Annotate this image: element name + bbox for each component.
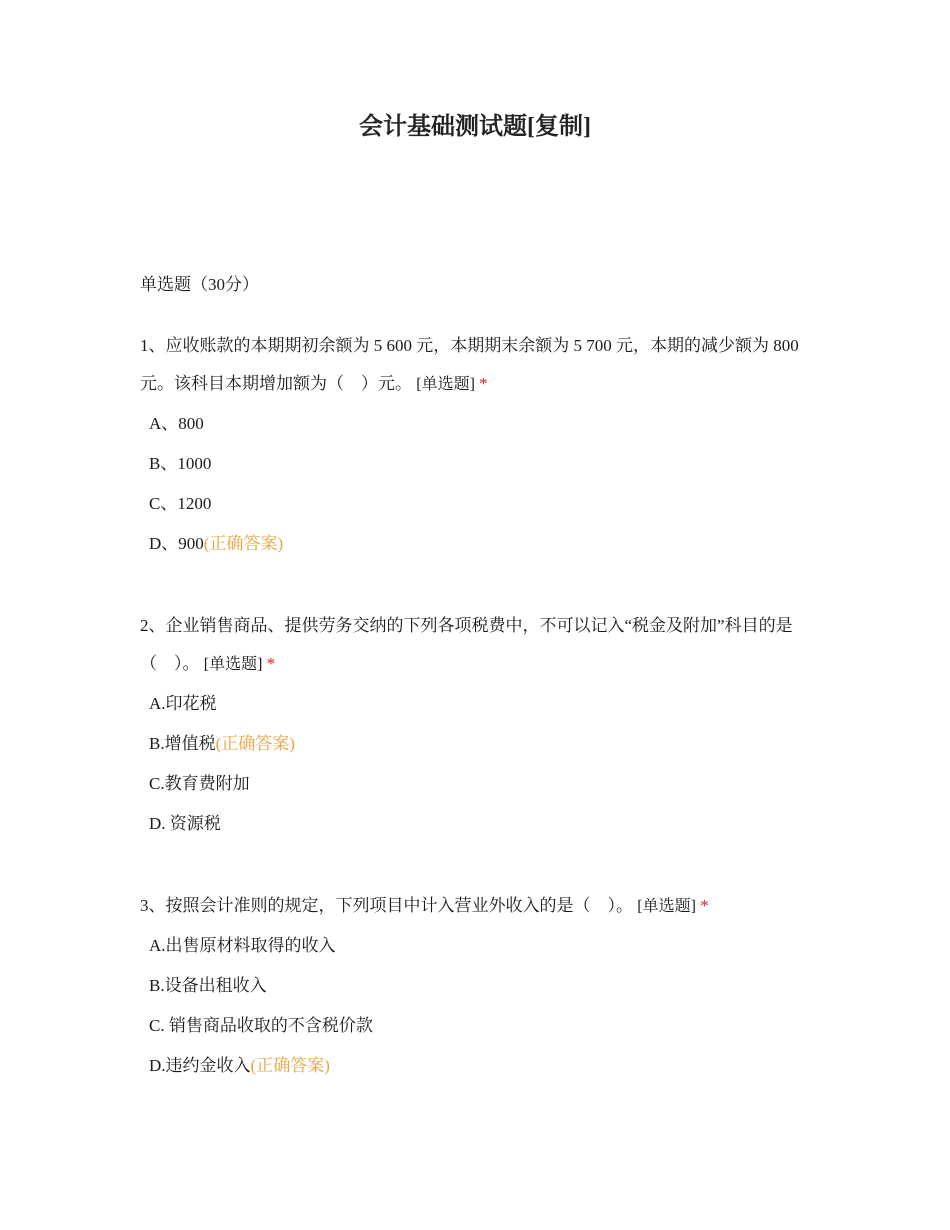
question-2-stem: 2、企业销售商品、提供劳务交纳的下列各项税费中，不可以记入“税金及附加”科目的是（ ）。 xyxy=(140,616,793,673)
correct-answer-marker: (正确答案) xyxy=(250,1056,330,1075)
option-label: A.出售原材料取得的收入 xyxy=(149,936,336,955)
option-label: A、800 xyxy=(149,414,204,433)
question-2-text xyxy=(140,607,820,684)
option-label: C. 销售商品收取的不含税价款 xyxy=(149,1016,373,1035)
question-3-option-d[interactable] xyxy=(140,1054,820,1094)
question-3-required-mark: * xyxy=(700,896,709,915)
question-2-option-d[interactable] xyxy=(140,812,820,852)
question-1-options xyxy=(140,412,820,572)
option-label: C.教育费附加 xyxy=(149,774,250,793)
option-label: D. 资源税 xyxy=(149,814,221,833)
question-3 xyxy=(140,887,820,1094)
question-3-type: [单选题] xyxy=(637,898,696,915)
section-heading: 单选题（30分） xyxy=(140,275,259,294)
option-label: D、900 xyxy=(149,534,204,553)
question-1-option-c[interactable] xyxy=(140,492,820,532)
question-1-option-b[interactable] xyxy=(140,452,820,492)
question-2-option-b[interactable] xyxy=(140,732,820,772)
question-2-options xyxy=(140,692,820,852)
option-label: B.设备出租收入 xyxy=(149,976,267,995)
correct-answer-marker: (正确答案) xyxy=(203,534,284,553)
option-label: B、1000 xyxy=(149,454,212,473)
question-1 xyxy=(140,327,820,572)
question-2-required-mark: * xyxy=(266,654,276,673)
option-label: D.违约金收入 xyxy=(149,1056,251,1075)
question-3-text xyxy=(140,887,820,926)
question-1-stem: 1、应收账款的本期期初余额为 5 600 元，本期期末余额为 5 700 元，本期的减少额为 800 元。该科目本期增加额为（ ）元。 xyxy=(140,336,799,393)
question-2-type: [单选题] xyxy=(203,656,263,673)
question-3-option-a[interactable] xyxy=(140,934,820,974)
question-1-option-d[interactable] xyxy=(140,532,820,572)
question-2-option-a[interactable] xyxy=(140,692,820,732)
question-3-options xyxy=(140,934,820,1094)
question-1-option-a[interactable] xyxy=(140,412,820,452)
page-title xyxy=(0,110,950,144)
title-main: 会计基础测试题 xyxy=(359,114,527,140)
option-label: A.印花税 xyxy=(149,694,217,713)
option-label: C、1200 xyxy=(149,494,212,513)
question-1-text xyxy=(140,327,820,404)
question-2-option-c[interactable] xyxy=(140,772,820,812)
question-1-required-mark: * xyxy=(479,374,488,393)
question-2 xyxy=(140,607,820,852)
question-3-option-c[interactable] xyxy=(140,1014,820,1054)
question-3-option-b[interactable] xyxy=(140,974,820,1014)
correct-answer-marker: (正确答案) xyxy=(215,734,295,753)
question-1-type: [单选题] xyxy=(416,376,475,393)
title-suffix: [复制] xyxy=(527,114,591,140)
question-3-stem: 3、按照会计准则的规定，下列项目中计入营业外收入的是（ ）。 xyxy=(140,896,633,915)
option-label: B.增值税 xyxy=(149,734,216,753)
